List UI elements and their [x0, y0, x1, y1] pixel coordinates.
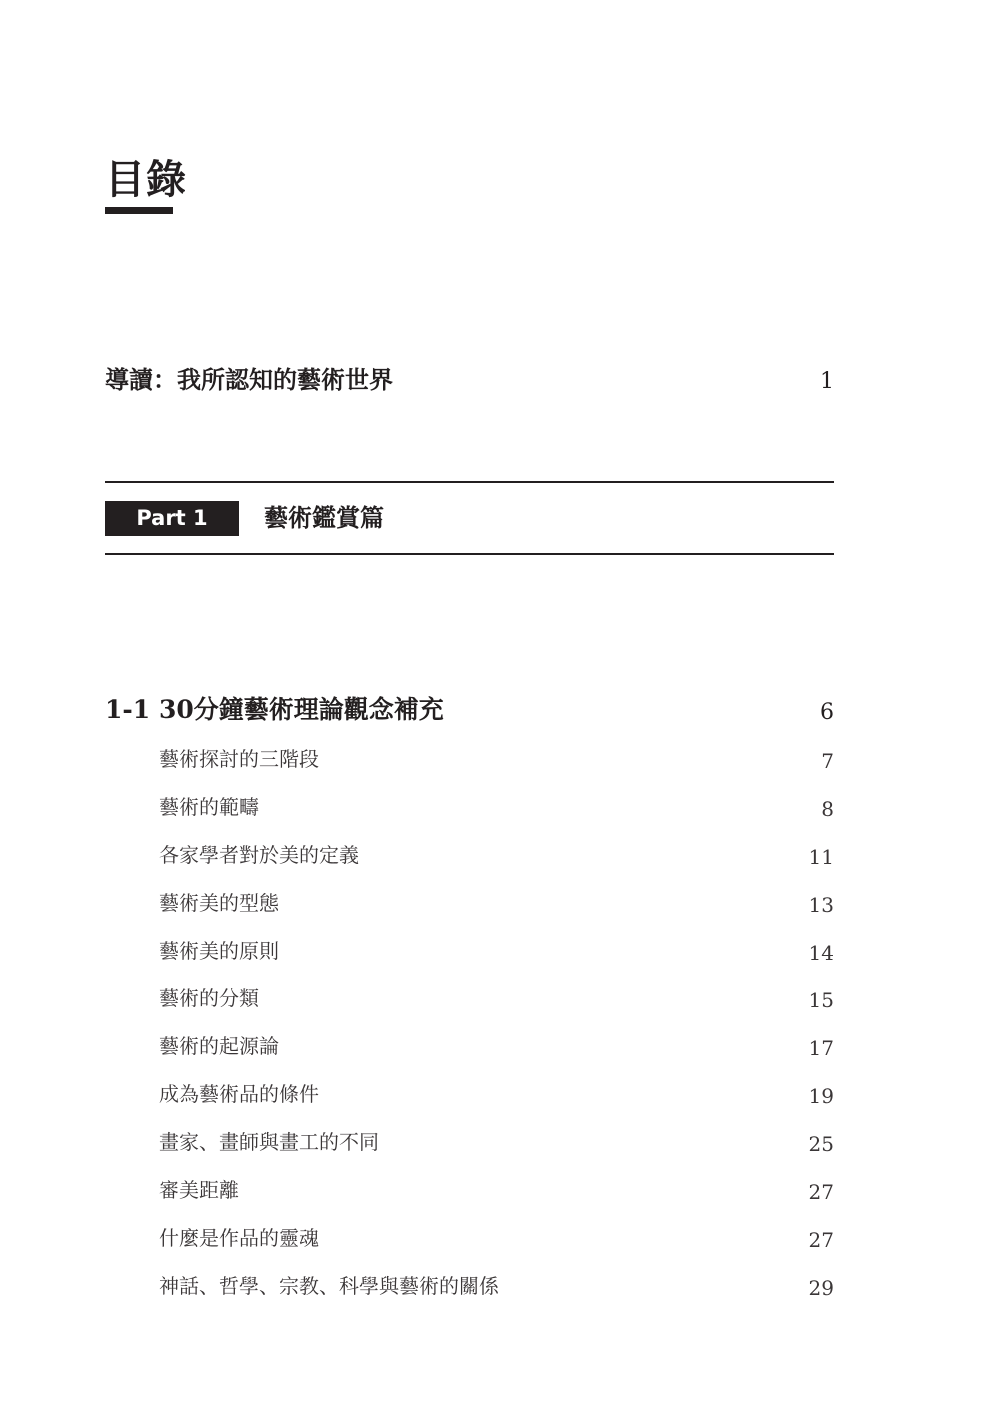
section-label: 神話、哲學、宗教、科學與藝術的關係: [159, 1273, 499, 1298]
part-title: 藝術鑑賞篇: [264, 503, 384, 532]
section-label: 藝術的起源論: [159, 1034, 279, 1059]
chapter-number: 1-1: [105, 695, 151, 724]
section-page: 27: [808, 1180, 834, 1205]
section-page: 7: [821, 749, 834, 773]
section-page: 13: [808, 892, 834, 917]
section-page: 15: [808, 988, 834, 1013]
section-label: 各家學者對於美的定義: [159, 842, 359, 867]
section-item: [159, 1125, 834, 1173]
part-divider-top: [105, 481, 834, 483]
toc-entry-intro: [105, 362, 834, 398]
section-item: [159, 981, 834, 1029]
section-label: 審美距離: [159, 1178, 239, 1203]
section-page: 14: [808, 940, 834, 965]
section-page: 11: [808, 844, 834, 869]
chapter-page: 6: [820, 700, 834, 725]
section-page: 8: [821, 796, 834, 821]
section-item: [159, 1077, 834, 1125]
section-label: 藝術的分類: [159, 986, 259, 1011]
title-underline: [105, 207, 173, 214]
section-page: 29: [808, 1275, 834, 1300]
section-list: [159, 742, 834, 1317]
section-item: [159, 1269, 834, 1317]
section-page: 25: [808, 1132, 834, 1157]
toc-entry-page: 1: [820, 369, 834, 394]
section-label: 藝術探討的三階段: [159, 747, 319, 771]
part-divider-bottom: [105, 553, 834, 555]
section-label: 藝術美的原則: [159, 938, 279, 963]
section-item: [159, 790, 834, 838]
section-page: 17: [808, 1036, 834, 1061]
section-item: [159, 1173, 834, 1221]
toc-entry-label: 導讀：我所認知的藝術世界: [105, 365, 393, 394]
section-label: 藝術美的型態: [159, 890, 279, 915]
section-page: 27: [808, 1227, 834, 1252]
part-badge: Part 1: [105, 501, 239, 536]
section-item: [159, 934, 834, 982]
section-label: 什麼是作品的靈魂: [159, 1225, 319, 1250]
section-label: 藝術的範疇: [159, 794, 259, 819]
section-item: [159, 1221, 834, 1269]
section-item: [159, 1029, 834, 1077]
toc-chapter-entry: [105, 692, 834, 728]
section-item: [159, 886, 834, 934]
section-label: 成為藝術品的條件: [159, 1082, 319, 1107]
page-title: 目錄: [105, 156, 187, 203]
section-label: 畫家、畫師與畫工的不同: [159, 1130, 379, 1155]
section-item: [159, 742, 834, 790]
section-page: 19: [808, 1084, 834, 1109]
chapter-title: 30分鐘藝術理論觀念補充: [159, 695, 444, 724]
section-item: [159, 838, 834, 886]
